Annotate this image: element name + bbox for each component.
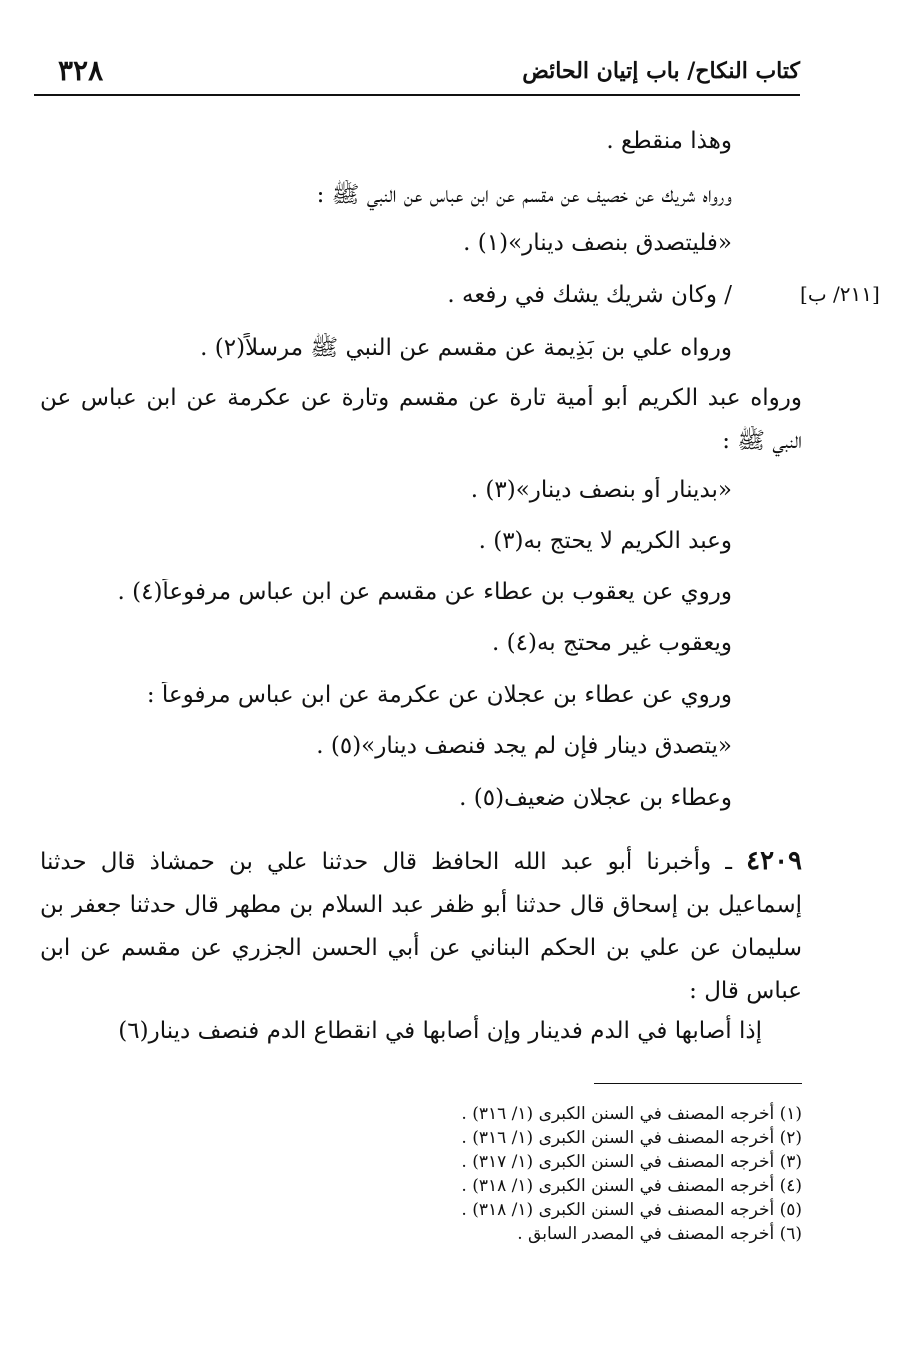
text-line: ورواه علي بن بَذِيمة عن مقسم عن النبي ﷺ مرسلاً(٢) . <box>200 335 732 361</box>
text-line: / وكان شريك يشك في رفعه . <box>447 282 732 308</box>
text-line: ورواه عبد الكريم أبو أمية تارة عن مقسم وتارة عن عكرمة عن ابن عباس عن <box>40 385 802 411</box>
text-line: وهذا منقطع . <box>606 128 732 154</box>
footnotes <box>461 1102 802 1246</box>
footnote-divider <box>594 1083 802 1084</box>
hadith-text: ـ وأخبرنا أبو عبد الله الحافظ قال حدثنا علي بن حمشاذ قال حدثنا إسماعيل بن إسحاق قال حدثنا أبو ظفر عبد السلام بن مطهر قال حدثنا جعفر بن سليمان عن علي بن الحكم البناني عن أبي الحسن الجزري عن مقسم عن ابن عباس قال : <box>40 849 802 1004</box>
footnote: (٥) أخرجه المصنف في السنن الكبرى (١/ ٣١٨) . <box>461 1200 802 1220</box>
text-line: النبي ﷺ : <box>722 428 802 454</box>
footnote: (٤) أخرجه المصنف في السنن الكبرى (١/ ٣١٨) . <box>461 1176 802 1196</box>
hadith-paragraph <box>40 840 802 1013</box>
page-header <box>34 52 800 96</box>
footnote: (٦) أخرجه المصنف في المصدر السابق . <box>517 1224 802 1244</box>
text-line: «بدينار أو بنصف دينار»(٣) . <box>470 477 732 503</box>
text-line: وعبد الكريم لا يحتج به(٣) . <box>478 528 732 554</box>
text-line: وروي عن عطاء بن عجلان عن عكرمة عن ابن عباس مرفوعاً : <box>146 682 732 708</box>
text-line: ورواه شريك عن خصيف عن مقسم عن ابن عباس عن النبي ﷺ : <box>316 182 732 208</box>
text-line: ويعقوب غير محتج به(٤) . <box>492 630 732 656</box>
hadith-closing-line: إذا أصابها في الدم فدينار وإن أصابها في انقطاع الدم فنصف دينار(٦) <box>118 1018 762 1044</box>
hadith-number: ٤٢٠٩ <box>746 846 802 876</box>
running-title: كتاب النكاح/ باب إتيان الحائض <box>522 58 800 84</box>
text-line: «فليتصدق بنصف دينار»(١) . <box>463 230 732 256</box>
margin-folio-note: [٢١١/ ب] <box>800 282 880 306</box>
footnote: (٣) أخرجه المصنف في السنن الكبرى (١/ ٣١٧) . <box>461 1152 802 1172</box>
footnote: (٢) أخرجه المصنف في السنن الكبرى (١/ ٣١٦) . <box>461 1128 802 1148</box>
text-line: «يتصدق دينار فإن لم يجد فنصف دينار»(٥) . <box>316 733 732 759</box>
page-number: ٣٢٨ <box>58 54 104 87</box>
footnote: (١) أخرجه المصنف في السنن الكبرى (١/ ٣١٦) . <box>461 1104 802 1124</box>
text-line: وروي عن يعقوب بن عطاء عن مقسم عن ابن عباس مرفوعاً(٤) . <box>117 579 732 605</box>
text-line: وعطاء بن عجلان ضعيف(٥) . <box>459 785 732 811</box>
